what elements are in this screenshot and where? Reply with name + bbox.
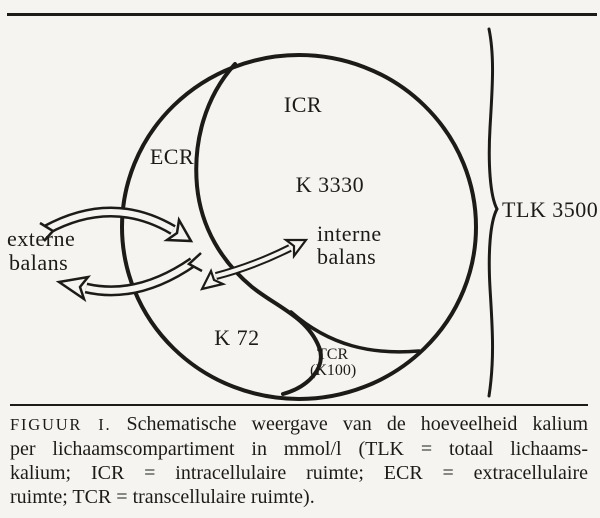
figure-number-label: FIGUUR I. bbox=[10, 415, 112, 434]
icr-kalium-value-label: K 3330 bbox=[295, 172, 365, 197]
caption-line-1-text: Schematische weergave van de hoeveelheid kalium bbox=[126, 413, 589, 435]
caption-line-4-text: ruimte; TCR = transcellulaire ruimte). bbox=[10, 486, 315, 508]
caption-line-4 bbox=[10, 485, 588, 509]
caption-line-2-text: per lichaamscompartiment in mmol/l (TLK = totaal lichaams- bbox=[10, 438, 588, 460]
tlk-brace bbox=[489, 29, 497, 396]
ecr-label: ECR bbox=[149, 144, 195, 169]
icr-label: ICR bbox=[283, 92, 323, 117]
externe-balans-label-line2: balans bbox=[9, 250, 69, 275]
caption-line-1 bbox=[10, 412, 588, 437]
externe-balans-label-line1: externe bbox=[7, 226, 76, 251]
tlk-total-label: TLK 3500 bbox=[502, 197, 599, 222]
ecr-kalium-value-label: K 72 bbox=[214, 325, 260, 350]
externe-outward-arrowhead bbox=[59, 277, 88, 299]
caption-line-3 bbox=[10, 461, 588, 485]
caption-line-2 bbox=[10, 437, 588, 461]
figure-caption bbox=[10, 404, 588, 509]
tcr-kalium-value-label: (K100) bbox=[310, 362, 357, 379]
tcr-label: TCR bbox=[317, 346, 349, 363]
interne-balans-label-line1: interne bbox=[317, 221, 382, 246]
interne-balans-label-line2: balans bbox=[317, 244, 377, 269]
caption-line-3-text: kalium; ICR = intracellulaire ruimte; ECR = extracellulaire bbox=[10, 462, 588, 484]
